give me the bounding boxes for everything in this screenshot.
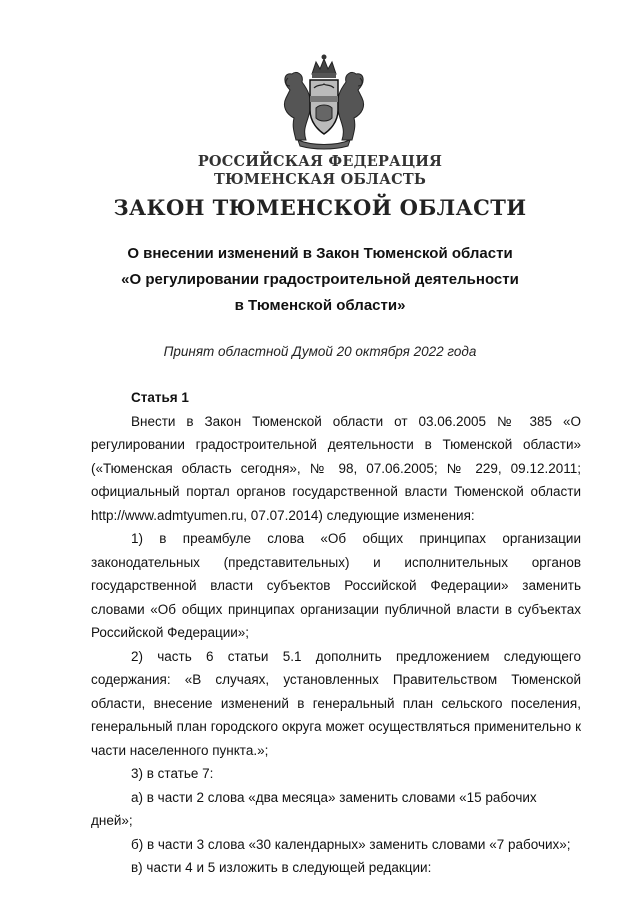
law-title xyxy=(0,241,640,319)
document-body xyxy=(91,386,581,880)
law-title-line: «О регулировании градостроительной деятельности xyxy=(121,271,519,288)
body-paragraph: в) части 4 и 5 изложить в следующей редакции: xyxy=(131,860,432,875)
body-paragraph: а) в части 2 слова «два месяца» заменить словами «15 рабочих дней»; xyxy=(91,789,537,828)
tyumen-coat-of-arms-icon xyxy=(272,52,376,152)
article-heading: Статья 1 xyxy=(131,390,189,405)
law-title-line: в Тюменской области» xyxy=(234,297,406,314)
body-paragraph: б) в части 3 слова «30 календарных» заменить словами «7 рабочих»; xyxy=(131,836,571,852)
body-paragraph: Внести в Закон Тюменской области от 03.06.2005 № 385 «О регулировании градостроительной деятельности в Тюменской области» («Тюменская область сегодня», № 98, 07.06.2005; № 229, 09.12.2011; официальный портал органов государственной власти Тюменской области http://www.admtyumen.ru, 07.07.2014) следующие изменения: xyxy=(91,413,581,523)
body-paragraph: 3) в статье 7: xyxy=(131,766,214,781)
body-paragraph: 1) в преамбуле слова «Об общих принципах организации законодательных (представительных) и исполнительных органов государственной власти субъектов Российской Федерации» заменить словами «Об общих принципах организации публичной власти в субъектах Российской Федерации»; xyxy=(91,531,581,640)
law-title-line: О внесении изменений в Закон Тюменской области xyxy=(127,245,513,262)
document-type-heading: ЗАКОН ТЮМЕНСКОЙ ОБЛАСТИ xyxy=(113,195,527,220)
adoption-date-line: Принят областной Думой 20 октября 2022 года xyxy=(163,344,477,359)
country-heading: РОССИЙСКАЯ ФЕДЕРАЦИЯ xyxy=(197,153,443,170)
body-paragraph: 2) часть 6 статьи 5.1 дополнить предложением следующего содержания: «В случаях, установленных Правительством Тюменской области, внесение изменений в генеральный план сельского поселения, генеральный план городского округа может осуществляться применительно к части населенного пункта.»; xyxy=(91,648,581,758)
region-heading: ТЮМЕНСКАЯ ОБЛАСТЬ xyxy=(214,171,426,188)
